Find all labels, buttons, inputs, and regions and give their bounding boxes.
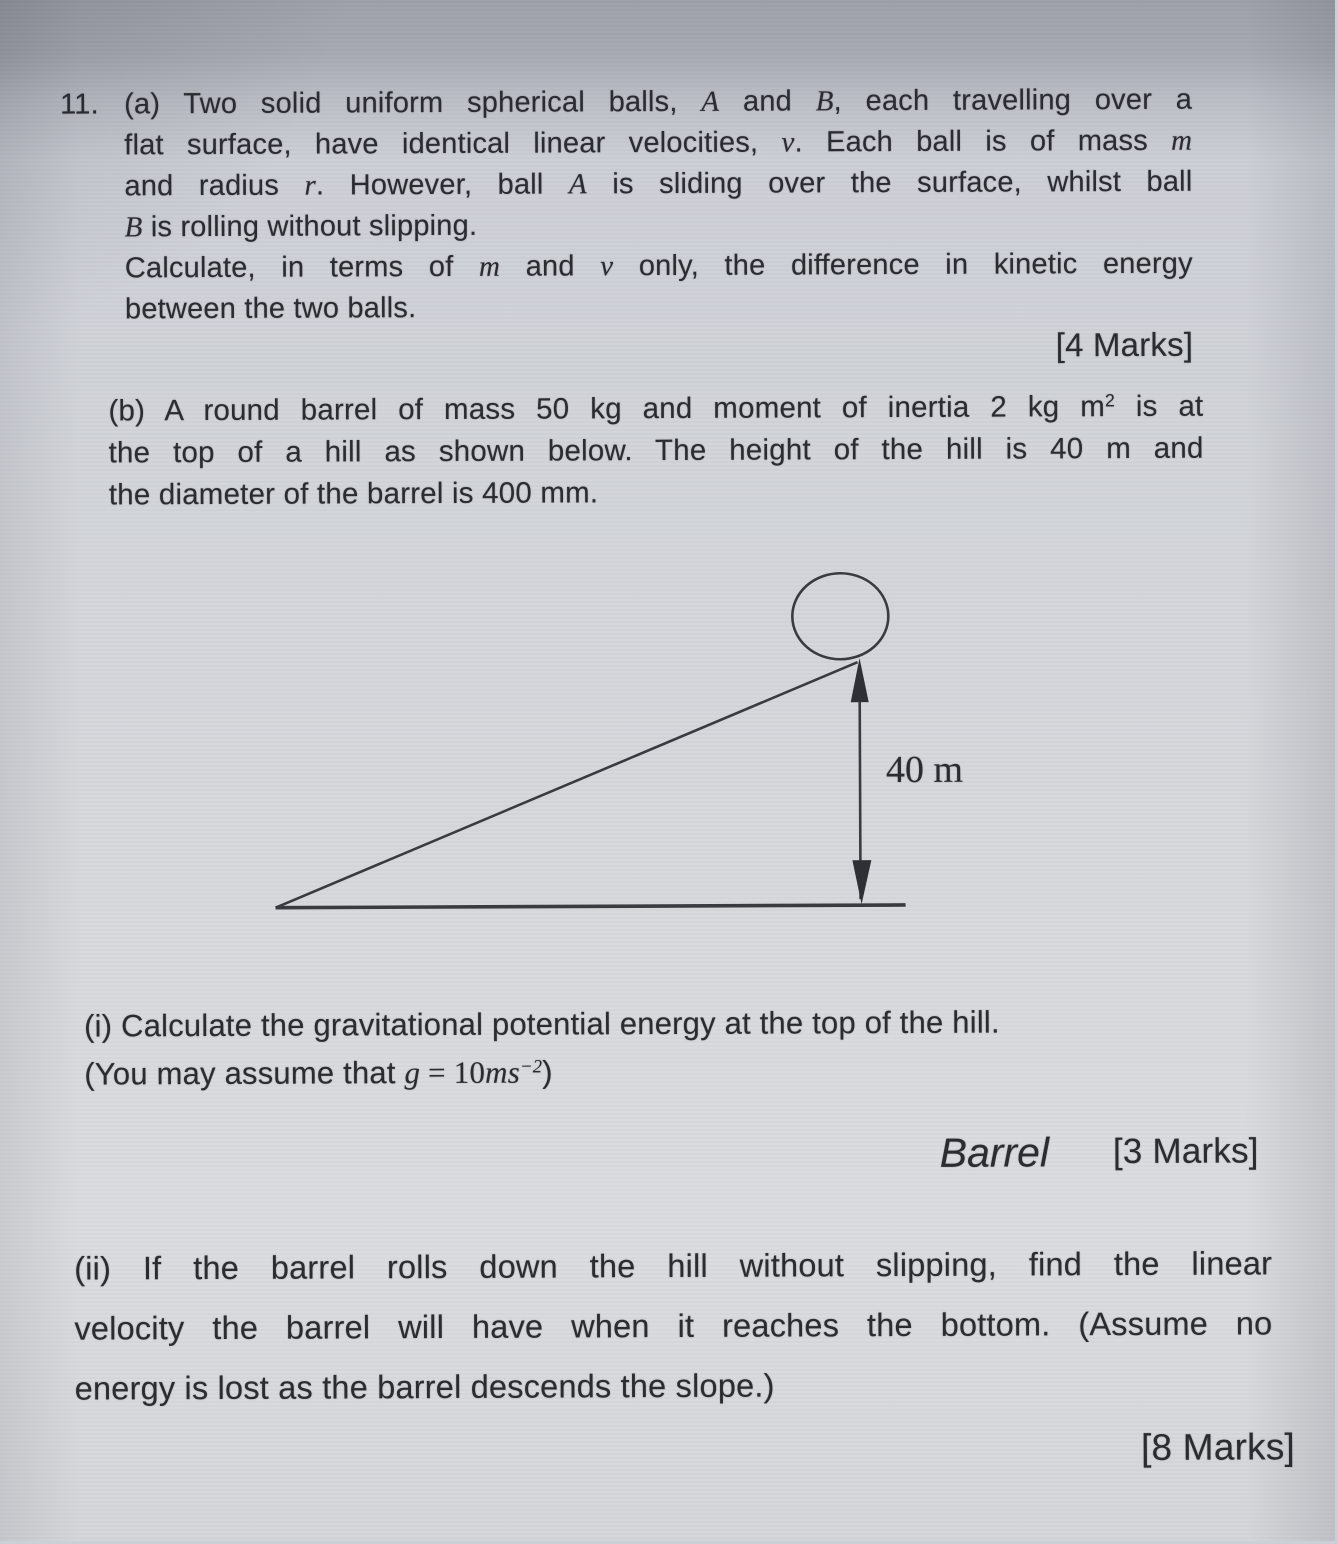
- part-a-line-4: B is rolling without slipping.: [124, 209, 478, 244]
- part-i-line-1: (i) Calculate the gravitational potential energy at the top of the hill.: [84, 1004, 1000, 1044]
- part-b-line-3: the diameter of the barrel is 400 mm.: [108, 476, 599, 512]
- part-i-marks: [3 Marks]: [1112, 1131, 1259, 1172]
- question-number: 11.: [60, 88, 99, 121]
- part-b-line-2: the top of a hill as shown below. The height of the hill is 40 m and: [108, 431, 1204, 470]
- barrel-circle: [792, 573, 888, 659]
- height-label: 40 m: [885, 748, 964, 792]
- ground-line: [276, 905, 906, 908]
- slope-line: [275, 662, 859, 908]
- question-part-i: [84, 997, 1259, 1180]
- question-part-b: [108, 386, 1204, 517]
- height-arrow-down-head: [852, 860, 871, 904]
- part-b-line-1: (b) A round barrel of mass 50 kg and moment of inertia 2 kg $m^2$ is at: [108, 389, 1204, 428]
- part-ii-line-1: (ii) If the barrel rolls down the hill without slipping, find the linear: [74, 1245, 1273, 1287]
- part-a-line-6: between the two balls.: [124, 292, 417, 326]
- part-a-line-1: (a) Two solid uniform spherical balls, A and B, each travelling over a: [124, 83, 1193, 121]
- part-a-line-2: flat surface, have identical linear velocities, v. Each ball is of mass m: [124, 124, 1193, 162]
- question-part-ii: [74, 1233, 1296, 1482]
- part-i-line-2: (You may assume that $g = 10ms^{-2}$): [84, 1054, 553, 1092]
- part-ii-marks: [8 Marks]: [1140, 1426, 1296, 1468]
- part-a-line-5: Calculate, in terms of m and v only, the difference in kinetic energy: [124, 247, 1193, 285]
- barrel-label: Barrel: [939, 1129, 1050, 1176]
- part-ii-line-2: velocity the barrel will have when it reaches the bottom. (Assume no: [74, 1305, 1273, 1347]
- part-ii-line-3: energy is lost as the barrel descends the slope.): [74, 1367, 775, 1407]
- part-a-line-3: and radius r. However, ball A is sliding over the surface, whilst ball: [124, 165, 1193, 203]
- question-part-a: [60, 80, 1194, 370]
- part-a-marks: [4 Marks]: [1055, 325, 1194, 364]
